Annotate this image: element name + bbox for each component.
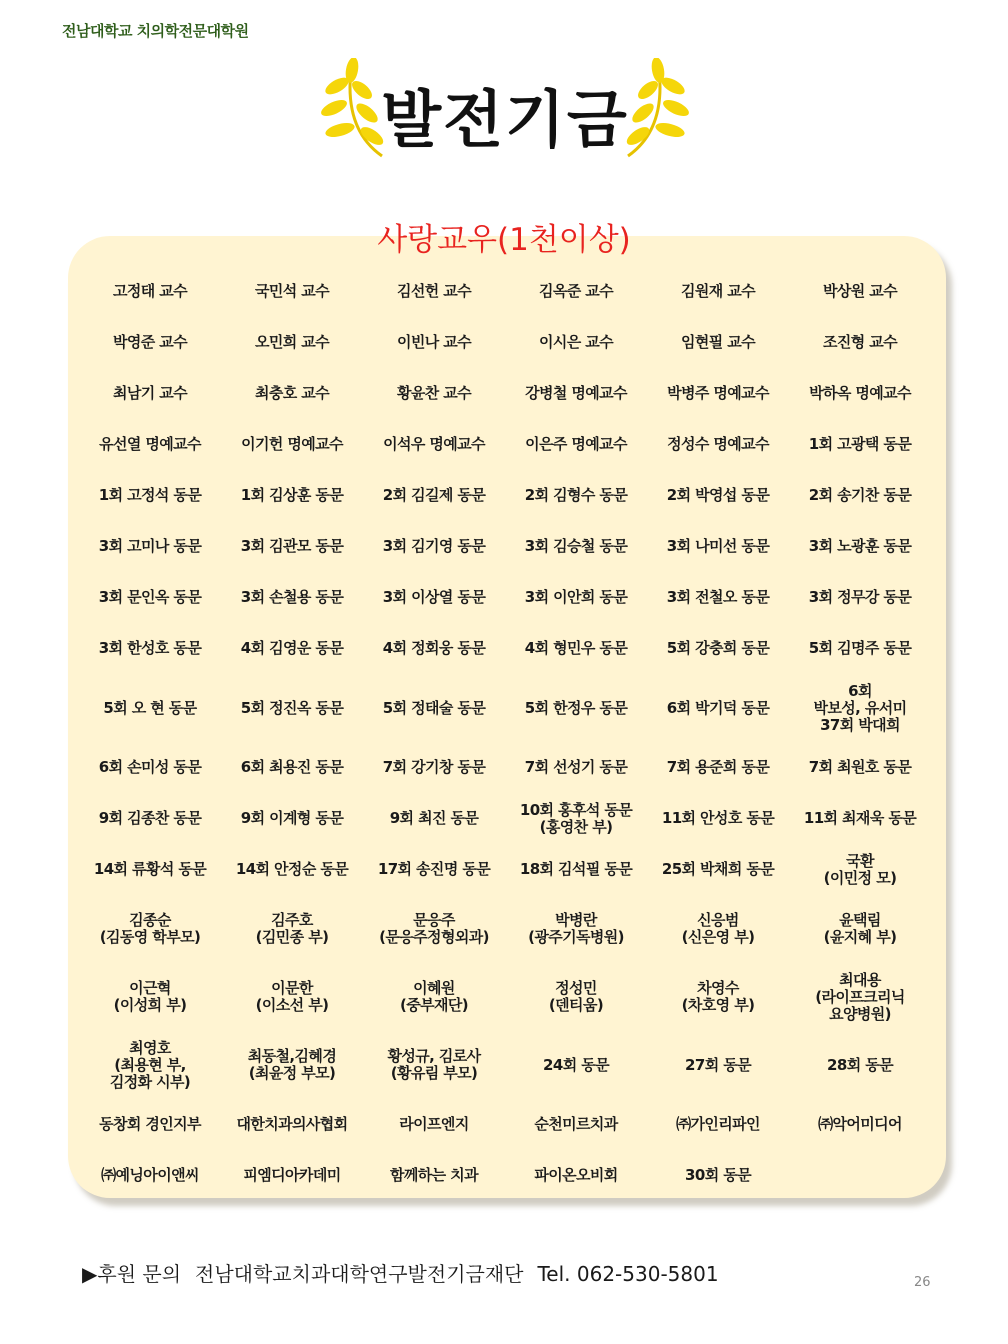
donor-cell: 유선열 명예교수: [99, 435, 201, 453]
donor-cell: 최남기 교수: [112, 384, 188, 402]
donor-cell: 3회 문인옥 동문: [98, 588, 202, 606]
donor-cell: 임현필 교수: [680, 333, 756, 351]
donor-cell: 3회 정무강 동문: [808, 588, 912, 606]
page-title: 발전기금: [381, 83, 629, 156]
donor-cell: 3회 김기영 동문: [382, 537, 486, 555]
donor-cell: 5회 정진옥 동문: [240, 698, 344, 717]
donor-cell: 4회 형민우 동문: [524, 639, 628, 657]
donor-cell: 1회 김상훈 동문: [240, 486, 344, 504]
donor-cell: 18회 김석필 동문: [519, 860, 633, 878]
donor-cell: 6회 박기덕 동문: [666, 698, 770, 717]
donor-cell: 3회 한성호 동문: [98, 639, 202, 657]
donor-cell: 5회 정태술 동문: [382, 698, 486, 717]
donor-cell: 3회 이상열 동문: [382, 588, 486, 606]
donor-cell: 김선헌 교수: [396, 282, 472, 300]
donor-cell: 2회 송기찬 동문: [808, 486, 912, 504]
donor-cell: 김옥준 교수: [538, 282, 614, 300]
donor-cell: 김종순 (김동영 학부모): [99, 911, 201, 946]
donor-cell: 이기헌 명예교수: [241, 435, 343, 453]
donor-cell: 24회 동문: [543, 1055, 609, 1074]
section-subtitle: 사랑교우(1천이상): [377, 222, 631, 258]
donor-cell: 이근혁 (이성희 부): [113, 979, 187, 1014]
donor-cell: 라이프엔지: [399, 1115, 469, 1133]
donor-cell: 이시은 교수: [538, 333, 614, 351]
donor-cell: 3회 김승철 동문: [524, 537, 628, 555]
donor-cell: 이문한 (이소선 부): [255, 979, 329, 1014]
donor-cell: 3회 손철용 동문: [240, 588, 344, 606]
donor-cell: 14회 안정순 동문: [235, 860, 349, 878]
donor-cell: 이석우 명예교수: [383, 435, 485, 453]
donor-cell: 강병철 명예교수: [525, 384, 627, 402]
donor-cell: 박상원 교수: [822, 282, 898, 300]
donor-cell: 대한치과의사협회: [236, 1115, 348, 1133]
donor-cell: 30회 동문: [685, 1166, 751, 1184]
title-block: [300, 58, 710, 168]
donor-cell: 순천미르치과: [534, 1115, 618, 1133]
donor-cell: 27회 동문: [685, 1055, 751, 1074]
donor-cell: ㈜가인리파인: [676, 1115, 760, 1133]
donor-cell: 10회 홍후석 동문 (홍영찬 부): [519, 800, 633, 836]
footer-org: 전남대학교치과대학연구발전기금재단: [195, 1262, 524, 1286]
donor-cell: 2회 김형수 동문: [524, 486, 628, 504]
footer: [82, 1258, 719, 1287]
donor-cell: 2회 김길제 동문: [382, 486, 486, 504]
donor-cell: 황성규, 김로사 (황유림 부모): [387, 1047, 481, 1082]
footer-tel: Tel. 062-530-5801: [537, 1262, 719, 1286]
donor-cell: 국민석 교수: [254, 282, 330, 300]
donor-cell: 2회 박영섭 동문: [666, 486, 770, 504]
donor-cell: 14회 류황석 동문: [93, 860, 207, 878]
donor-cell: 조진형 교수: [822, 333, 898, 351]
donor-cell: 박병란 (광주기독병원): [528, 911, 624, 946]
donor-cell: 신응범 (신은영 부): [681, 911, 755, 946]
donor-cell: 고정태 교수: [112, 282, 188, 300]
donor-cell: ㈜예닝아이앤씨: [101, 1166, 199, 1184]
donor-cell: 윤택림 (윤지혜 부): [823, 911, 897, 946]
donor-cell: 3회 전철오 동문: [666, 588, 770, 606]
donor-cell: 박병주 명예교수: [667, 384, 769, 402]
donor-cell: 4회 정회웅 동문: [382, 639, 486, 657]
donor-cell: 오민희 교수: [254, 333, 330, 351]
donor-cell: 김원재 교수: [680, 282, 756, 300]
donor-cell: 3회 나미선 동문: [666, 537, 770, 555]
donor-cell: 3회 김관모 동문: [240, 537, 344, 555]
donor-cell: 11회 최재욱 동문: [803, 809, 917, 827]
donor-cell: 5회 김명주 동문: [808, 639, 912, 657]
donor-cell: 박하옥 명예교수: [809, 384, 911, 402]
donor-cell: 3회 노광훈 동문: [808, 537, 912, 555]
donor-cell: 25회 박채희 동문: [661, 860, 775, 878]
donor-cell: 28회 동문: [827, 1055, 893, 1074]
donor-cell: 황윤찬 교수: [396, 384, 472, 402]
donor-cell: 최동철,김혜경 (최윤정 부모): [247, 1047, 337, 1082]
donor-cell: 7회 용준희 동문: [666, 758, 770, 776]
donor-cell: 6회 박보성, 유서미 37회 박대희: [813, 681, 907, 734]
donor-cell: 7회 강기창 동문: [382, 758, 486, 776]
donor-cell: 9회 김종찬 동문: [98, 809, 202, 827]
donor-cell: 문응주 (문응주정형외과): [379, 911, 489, 946]
donor-cell: 6회 손미성 동문: [98, 758, 202, 776]
donor-cell: 국환 (이민정 모): [823, 851, 897, 887]
donor-cell: 파이온오비회: [534, 1166, 618, 1184]
donor-cell: 5회 오 현 동문: [103, 698, 197, 717]
donor-card: [68, 236, 946, 1198]
donor-cell: 11회 안성호 동문: [661, 809, 775, 827]
donor-cell: 박영준 교수: [112, 333, 188, 351]
donor-cell: 정성민 (덴티움): [548, 979, 604, 1014]
page-number: 26: [914, 1275, 931, 1290]
donor-cell: 이빈나 교수: [396, 333, 472, 351]
donor-cell: 함께하는 치과: [390, 1166, 478, 1184]
donor-grid: [79, 266, 931, 1201]
donor-cell: 5회 한정우 동문: [524, 698, 628, 717]
donor-cell: 최충호 교수: [254, 384, 330, 402]
donor-cell: 이은주 명예교수: [525, 435, 627, 453]
donor-cell: 7회 최원호 동문: [808, 758, 912, 776]
donor-cell: 1회 고광택 동문: [808, 435, 912, 453]
donor-cell: 3회 이안희 동문: [524, 588, 628, 606]
donor-cell: 5회 강충희 동문: [666, 639, 770, 657]
donor-cell: 4회 김영운 동문: [240, 639, 344, 657]
donor-cell: 김주호 (김민종 부): [255, 911, 329, 946]
donor-cell: 1회 고정석 동문: [98, 486, 202, 504]
footer-label: ▶후원 문의: [82, 1262, 182, 1286]
donor-cell: 피엠디아카데미: [243, 1166, 341, 1184]
donor-cell: 6회 최용진 동문: [240, 758, 344, 776]
donor-cell: 이혜원 (중부재단): [399, 979, 469, 1014]
donor-cell: 9회 이계형 동문: [240, 809, 344, 827]
donor-cell: 9회 최진 동문: [389, 809, 479, 827]
donor-cell: 최영호 (최용현 부, 김정화 시부): [109, 1038, 191, 1091]
donor-cell: 7회 선성기 동문: [524, 758, 628, 776]
donor-cell: ㈜악어미디어: [818, 1115, 902, 1133]
donor-cell: 동창회 경인지부: [99, 1115, 201, 1133]
donor-cell: 최대용 (라이프크리닉 요양병원): [815, 970, 905, 1023]
donor-cell: 차영수 (차호영 부): [681, 979, 755, 1014]
donor-cell: 17회 송진명 동문: [377, 860, 491, 878]
donor-cell: 3회 고미나 동문: [98, 537, 202, 555]
header-label: 전남대학교 치의학전문대학원: [62, 22, 249, 40]
donor-cell: 정성수 명예교수: [667, 435, 769, 453]
